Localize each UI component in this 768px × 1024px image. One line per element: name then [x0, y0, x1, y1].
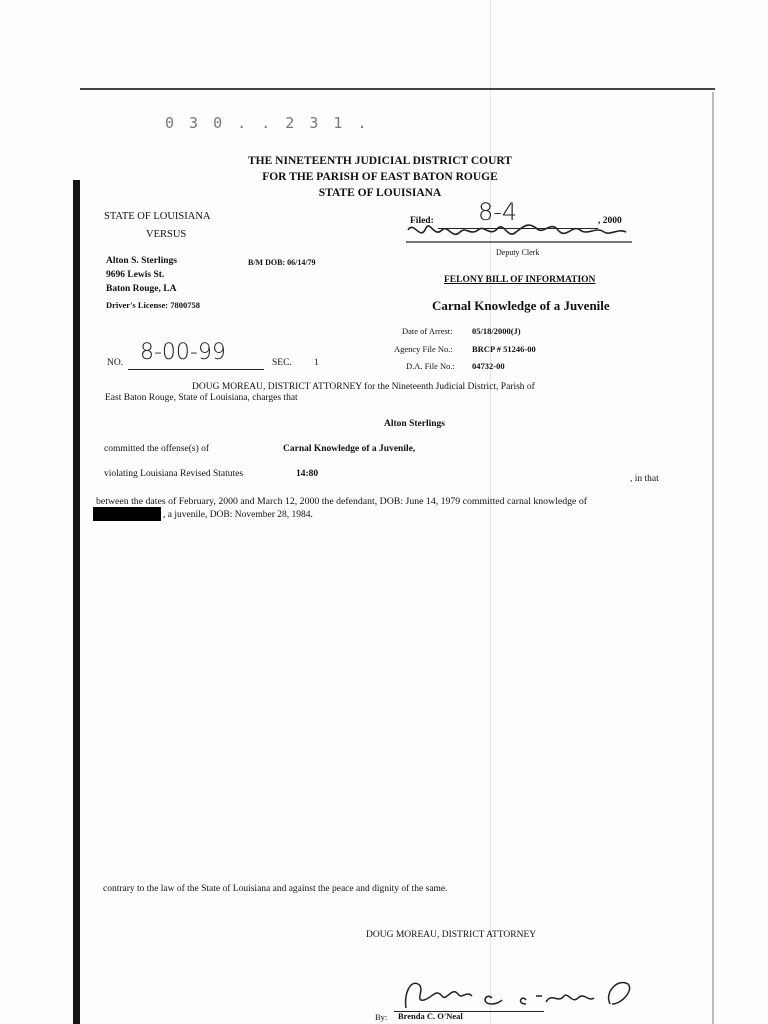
closing-statement: contrary to the law of the State of Louisiana and against the peace and dignity of the same. — [103, 884, 448, 894]
redaction-bar — [93, 507, 161, 521]
arrest-date-value: 05/18/2000(J) — [472, 326, 521, 336]
offense-label: committed the offense(s) of — [104, 444, 210, 454]
by-label: By: — [375, 1012, 388, 1022]
bill-title: FELONY BILL OF INFORMATION — [444, 275, 596, 285]
deputy-clerk-label: Deputy Clerk — [496, 248, 540, 257]
defendant-name: Alton S. Sterlings — [106, 256, 177, 266]
case-number-line — [128, 369, 264, 370]
district-attorney: DOUG MOREAU, DISTRICT ATTORNEY — [366, 930, 537, 940]
filed-date-handwritten: 8-4 — [478, 198, 518, 226]
intro-line2: East Baton Rouge, State of Louisiana, charges that — [105, 393, 298, 403]
arrest-date-label: Date of Arrest: — [402, 326, 453, 336]
file-stamp: 0 3 0 . . 2 3 1 . — [165, 114, 370, 132]
agency-file-label: Agency File No.: — [394, 344, 453, 354]
section-label: SEC. — [272, 358, 292, 368]
page-edge-right — [712, 92, 714, 1024]
da-file-value: 04732-00 — [472, 361, 505, 371]
statute-label: violating Louisiana Revised Statutes — [104, 469, 244, 479]
signer-name: Brenda C. O'Neal — [398, 1011, 463, 1021]
address-line2: Baton Rouge, LA — [106, 284, 177, 294]
court-name-line2: FOR THE PARISH OF EAST BATON ROUGE — [262, 171, 498, 183]
plaintiff: STATE OF LOUISIANA — [104, 211, 211, 222]
court-name-line3: STATE OF LOUISIANA — [318, 187, 442, 199]
section-value: 1 — [314, 358, 319, 368]
da-file-label: D.A. File No.: — [406, 361, 455, 371]
agency-file-value: BRCP # 51246-00 — [472, 344, 536, 354]
in-that: , in that — [630, 474, 659, 484]
narrative-line1: between the dates of February, 2000 and March 12, 2000 the defendant, DOB: June 14, 1979 committed carnal knowledge of — [96, 496, 587, 507]
drivers-license: Driver's License: 7800758 — [106, 300, 200, 310]
court-name-line1: THE NINETEENTH JUDICIAL DISTRICT COURT — [248, 155, 512, 167]
page-edge-top — [80, 88, 715, 90]
filed-label: Filed: — [410, 216, 434, 226]
defendant-dob: B/M DOB: 06/14/79 — [248, 258, 316, 267]
page-edge-left — [73, 180, 80, 1024]
narrative-line2: , a juvenile, DOB: November 28, 1984. — [163, 510, 313, 520]
case-number-label: NO. — [107, 358, 124, 368]
address-line1: 9696 Lewis St. — [106, 270, 165, 280]
paper-fold-line — [490, 0, 491, 1024]
intro-line1: DOUG MOREAU, DISTRICT ATTORNEY for the Nineteenth Judicial District, Parish of — [192, 382, 535, 392]
charge-title: Carnal Knowledge of a Juvenile — [432, 298, 610, 313]
statute: 14:80 — [296, 469, 319, 479]
filed-year: , 2000 — [598, 216, 622, 226]
offense: Carnal Knowledge of a Juvenile, — [283, 444, 416, 454]
accused-name: Alton Sterlings — [384, 419, 445, 429]
case-number-handwritten: 8-00-99 — [140, 340, 226, 365]
versus: VERSUS — [146, 229, 187, 240]
